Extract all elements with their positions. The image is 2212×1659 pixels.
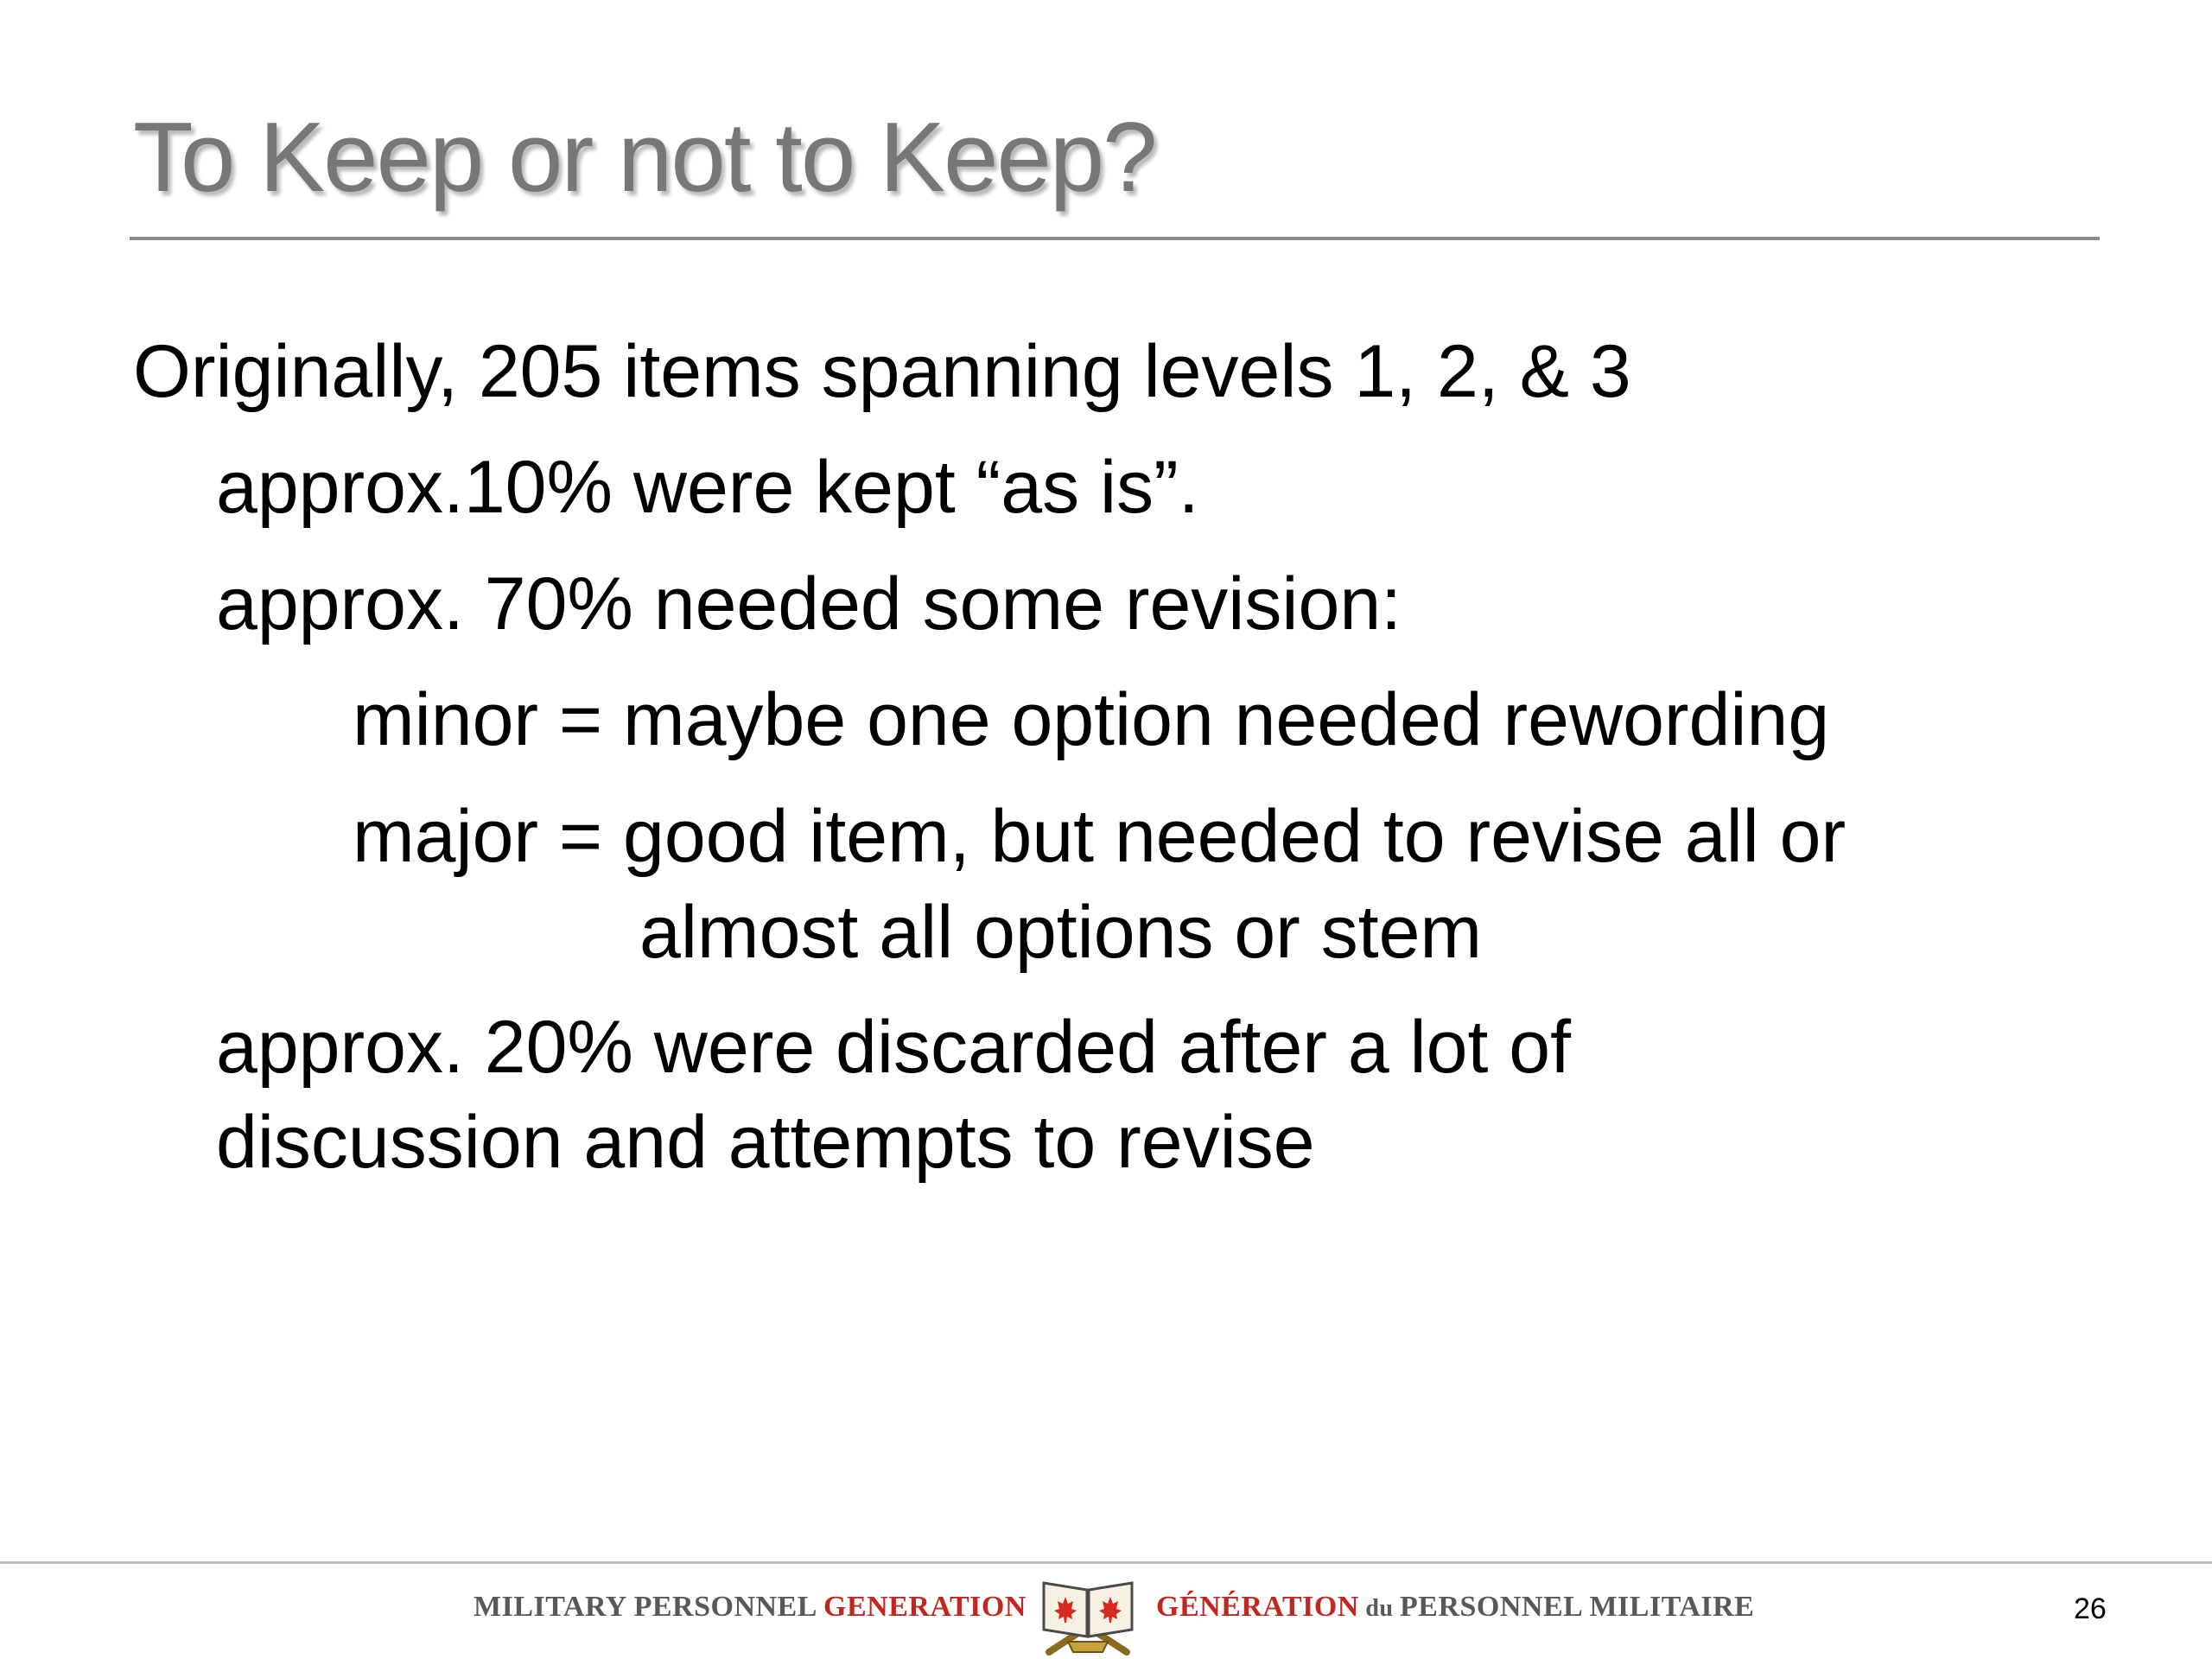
body-line-2: approx.10% were kept “as is”. <box>216 446 1199 529</box>
footer-english-name <box>474 1589 1027 1625</box>
crest-book-maple-leaf-icon <box>1033 1566 1142 1659</box>
body-line-3: approx. 70% needed some revision: <box>216 563 1402 645</box>
body-line-6: almost all options or stem <box>639 891 1483 974</box>
body-line-5: major = good item, but needed to revise all or <box>353 795 1847 878</box>
footer-english-accent: GENERATION <box>823 1591 1027 1623</box>
body-line-7: approx. 20% were discarded after a lot of <box>216 1006 1571 1089</box>
page-number: 26 <box>2074 1592 2107 1625</box>
footer-french-suffix: PERSONNEL MILITAIRE <box>1400 1591 1755 1623</box>
body-line-8: discussion and attempts to revise <box>216 1101 1315 1184</box>
footer-french-name <box>1156 1589 1754 1627</box>
footer-english-prefix: MILITARY PERSONNEL <box>474 1591 824 1623</box>
body-line-1: Originally, 205 items spanning levels 1, 2, & 3 <box>133 330 1631 413</box>
title-divider <box>130 237 2100 240</box>
footer-french-accent: GÉNÉRATION <box>1156 1591 1359 1623</box>
footer-french-du: du <box>1358 1595 1401 1622</box>
slide-title: To Keep or not to Keep? <box>133 103 1156 213</box>
body-line-4: minor = maybe one option needed rewording <box>353 678 1830 761</box>
footer-divider <box>0 1561 2212 1564</box>
